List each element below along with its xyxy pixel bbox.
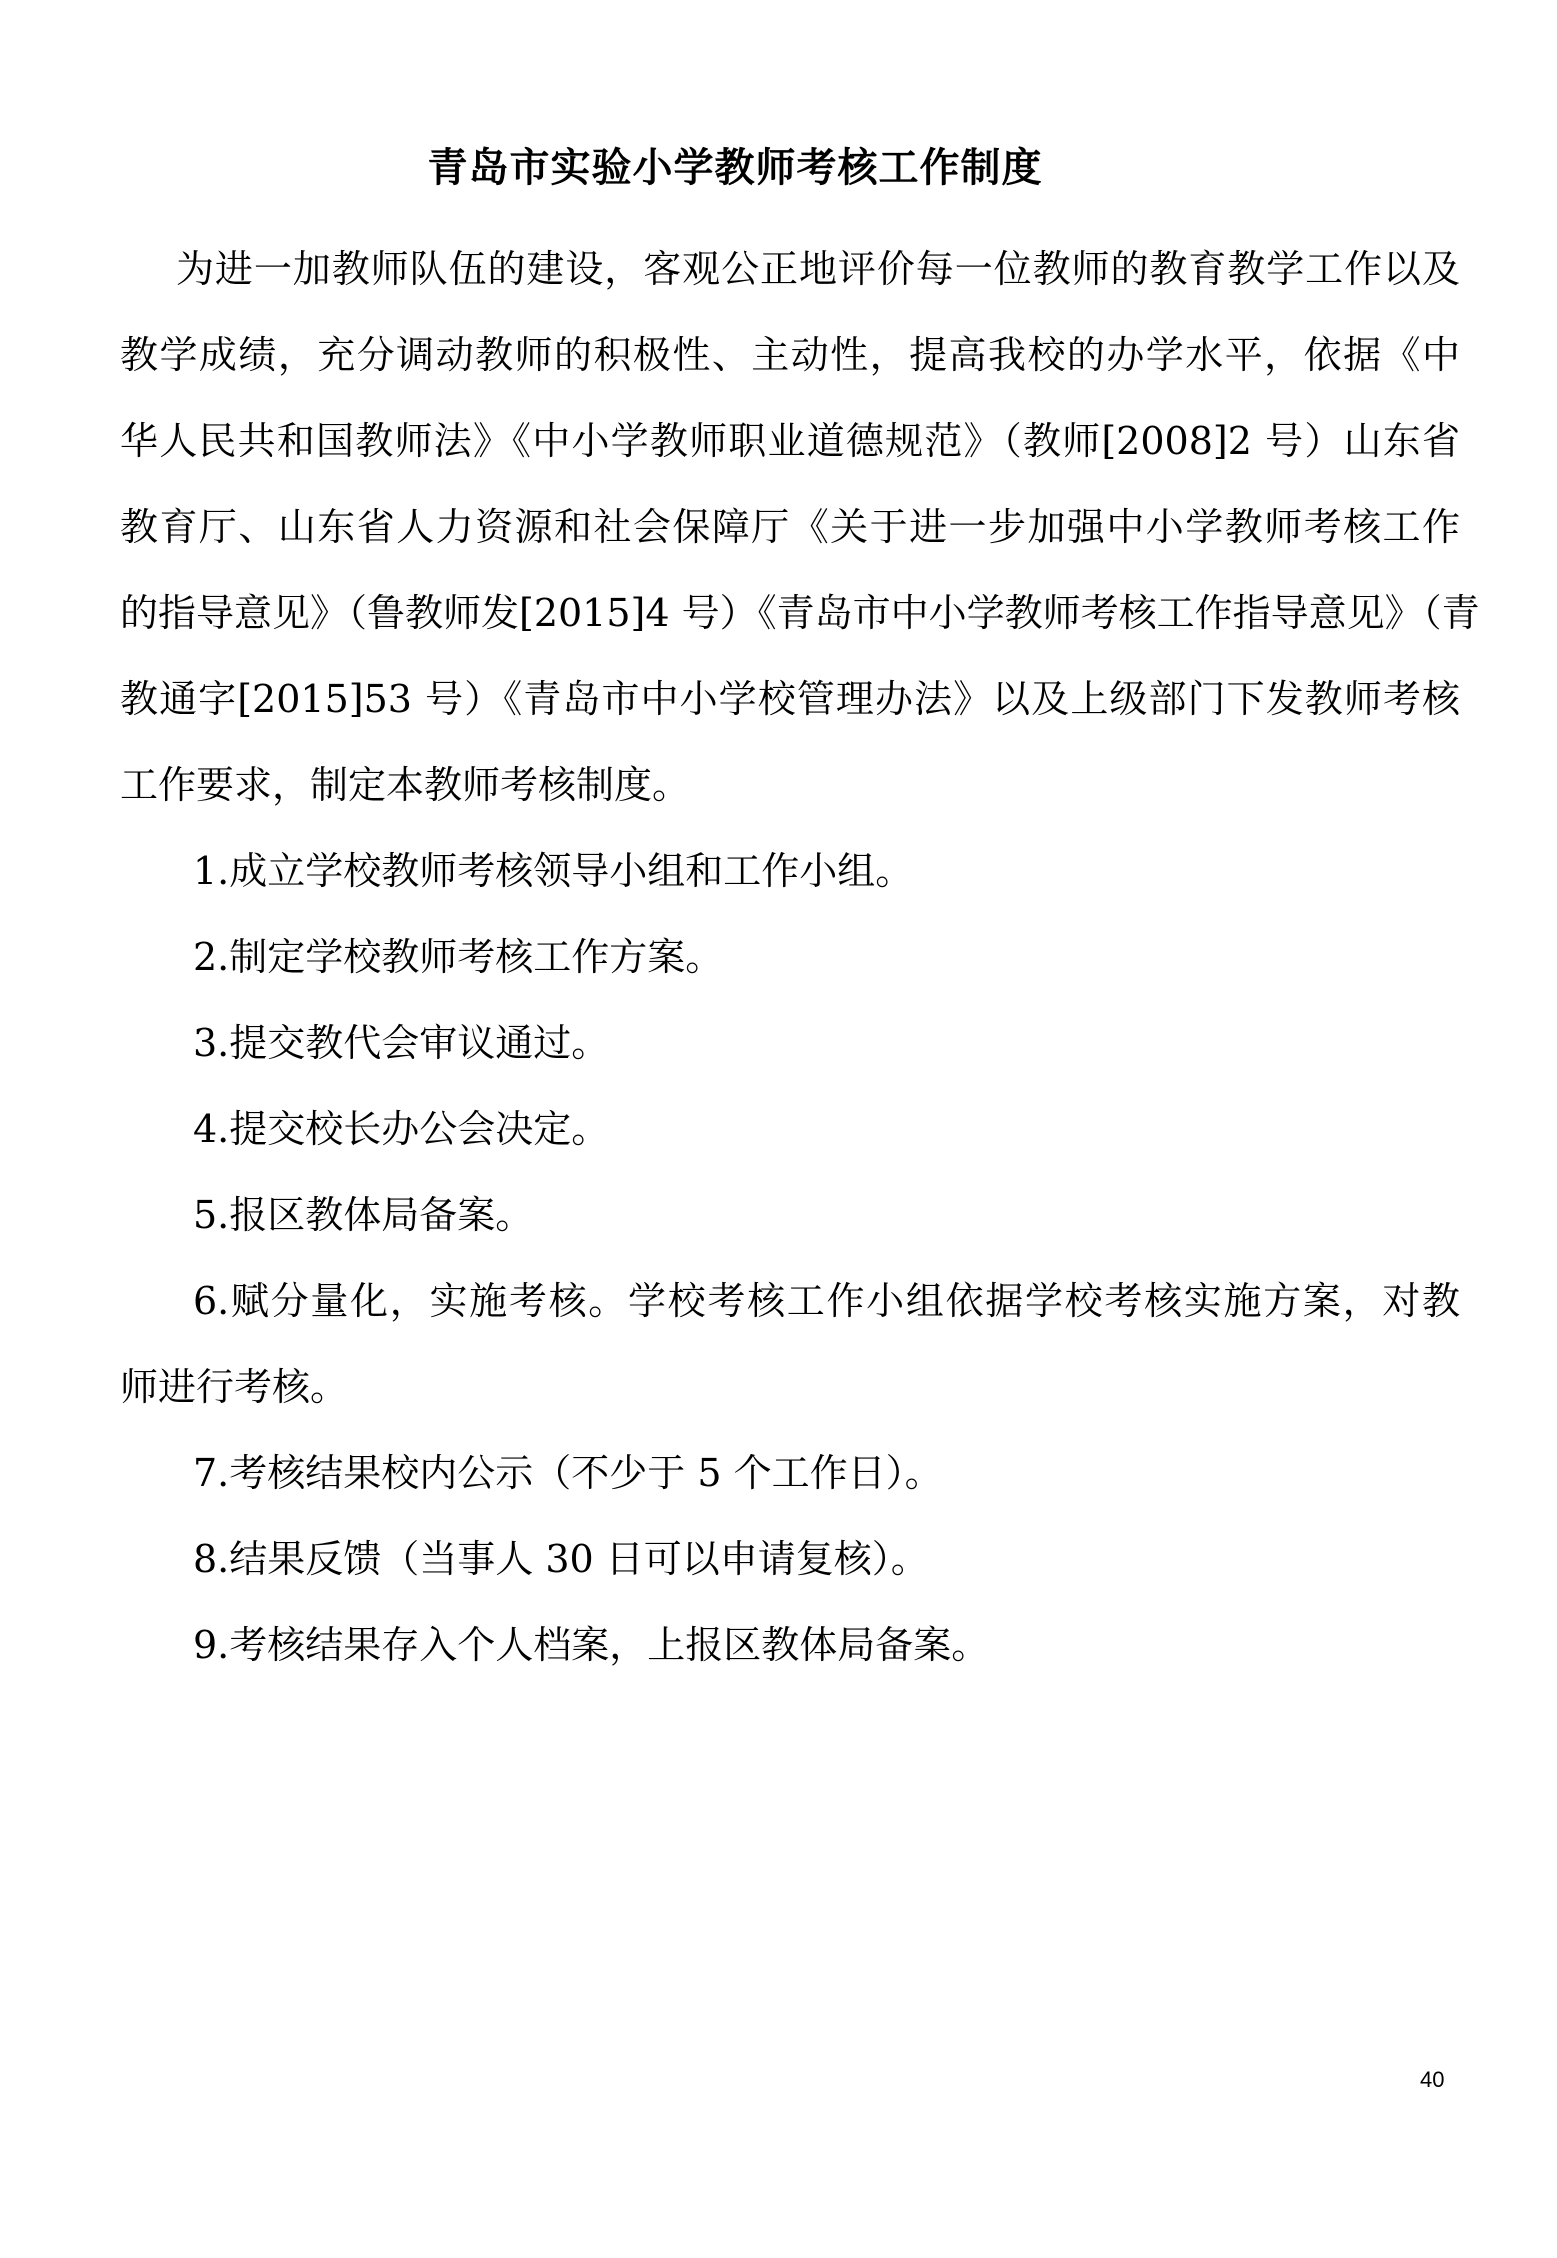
intro-line: 为进一加教师队伍的建设，客观公正地评价每一位教师的教育教学工作以及 — [176, 247, 1460, 291]
list-item: 7.考核结果校内公示（不少于 5 个工作日）。 — [193, 1451, 943, 1495]
intro-paragraph — [120, 226, 1480, 828]
list-item: 5.报区教体局备案。 — [193, 1193, 534, 1237]
intro-line: 华人民共和国教师法》《中小学教师职业道德规范》（教师[2008]2 号）山东省 — [120, 419, 1460, 463]
list-item: 9.考核结果存入个人档案，上报区教体局备案。 — [193, 1623, 990, 1667]
list-item: 2.制定学校教师考核工作方案。 — [193, 935, 724, 979]
intro-line: 教通字[2015]53 号）《青岛市中小学校管理办法》以及上级部门下发教师考核 — [120, 677, 1460, 721]
procedure-list — [120, 828, 1460, 1688]
page-number: 40 — [1420, 2067, 1445, 2092]
list-item: 8.结果反馈（当事人 30 日可以申请复核）。 — [193, 1537, 929, 1581]
intro-line: 教学成绩，充分调动教师的积极性、主动性，提高我校的办学水平，依据《中 — [120, 333, 1460, 377]
list-item: 4.提交校长办公会决定。 — [193, 1107, 610, 1151]
list-item: 1.成立学校教师考核领导小组和工作小组。 — [193, 849, 914, 893]
intro-line: 工作要求，制定本教师考核制度。 — [120, 763, 691, 807]
list-item: 6.赋分量化，实施考核。学校考核工作小组依据学校考核实施方案，对教 — [193, 1279, 1460, 1323]
list-item: 3.提交教代会审议通过。 — [193, 1021, 610, 1065]
intro-line: 的指导意见》（鲁教师发[2015]4 号）《青岛市中小学教师考核工作指导意见》（青 — [120, 591, 1480, 635]
document-title: 青岛市实验小学教师考核工作制度 — [427, 145, 1043, 191]
intro-line: 教育厅、山东省人力资源和社会保障厅《关于进一步加强中小学教师考核工作 — [120, 505, 1460, 549]
list-item-continuation: 师进行考核。 — [120, 1365, 349, 1409]
